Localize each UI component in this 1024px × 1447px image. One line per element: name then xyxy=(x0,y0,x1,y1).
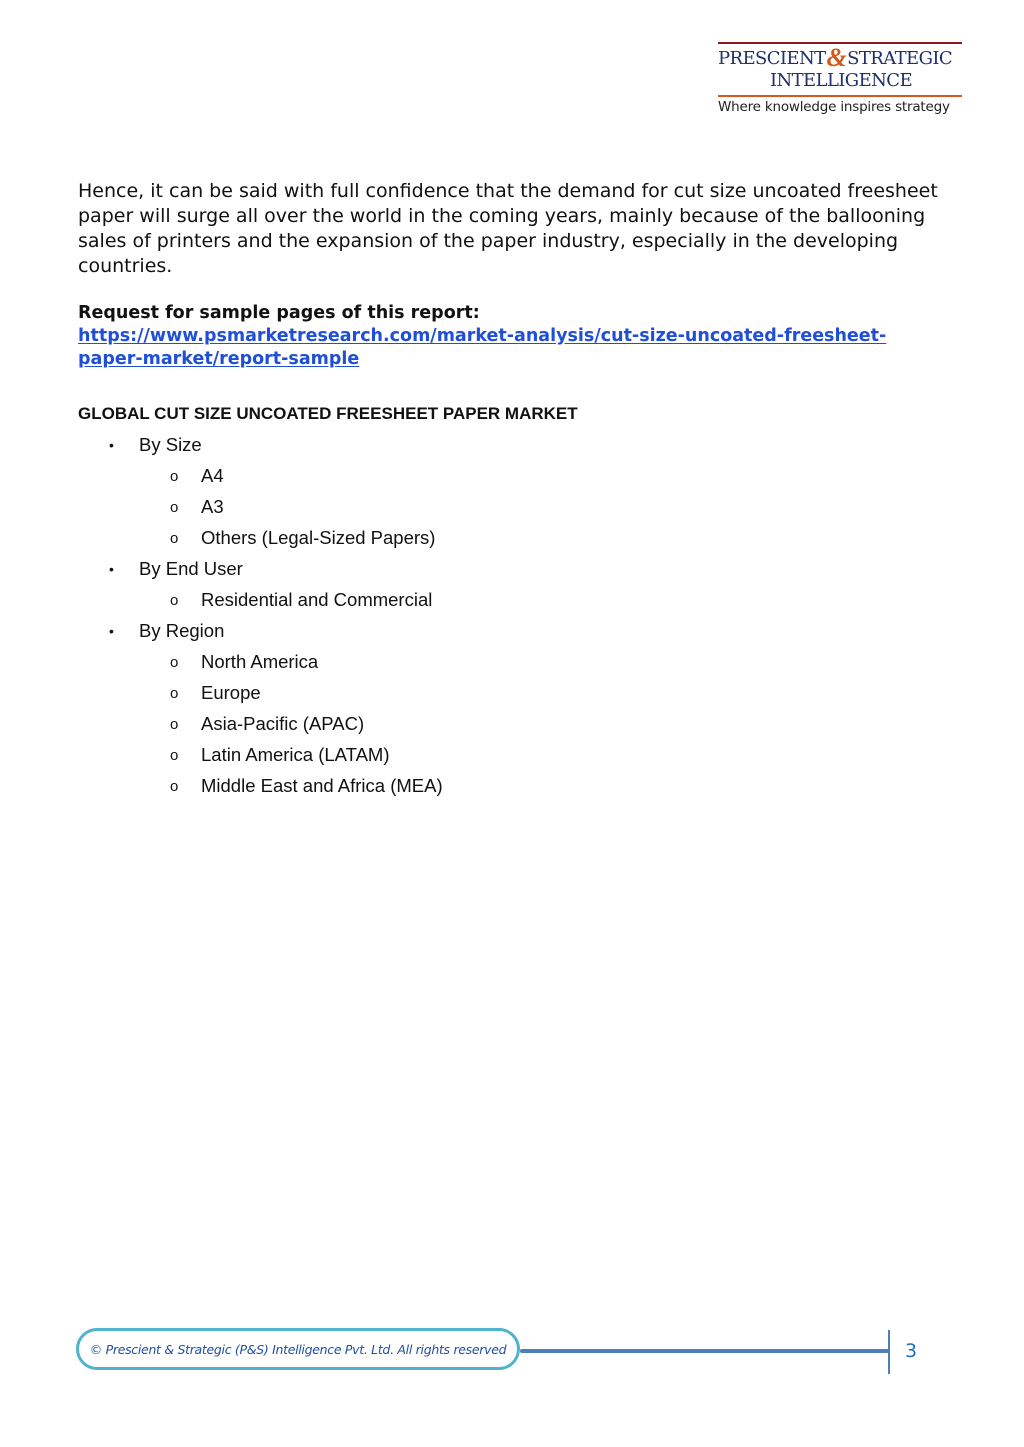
footer-rule xyxy=(520,1349,889,1353)
segment-item-label: North America xyxy=(201,651,319,672)
sub-bullet-icon: o xyxy=(170,716,179,733)
intro-paragraph: Hence, it can be said with full confidence that the demand for cut size uncoated freesheet paper will surge all over the world in the coming years, mainly because of the ballooning sales of printers and the expansion of the paper industry, especially in the developing countries. xyxy=(78,180,938,277)
segment-item-row xyxy=(78,711,778,742)
segment-item-row xyxy=(78,773,778,804)
logo-word-strategic: STRATEGIC xyxy=(847,48,953,69)
logo-ampersand: & xyxy=(826,43,847,72)
logo-wordmark-line1 xyxy=(718,43,964,72)
segment-item-label: A4 xyxy=(201,465,224,486)
segment-item-label: Asia-Pacific (APAC) xyxy=(201,713,365,734)
logo-word-intelligence: INTELLIGENCE xyxy=(769,70,912,91)
sub-bullet-icon: o xyxy=(170,592,179,609)
segment-group-label: By End User xyxy=(139,558,243,579)
segment-item-row xyxy=(78,463,778,494)
sample-request-link[interactable]: https://www.psmarketresearch.com/market-analysis/cut-size-uncoated-freesheet-paper-market/report-sample xyxy=(78,326,887,369)
footer-copyright: © Prescient & Strategic (P&S) Intelligence Pvt. Ltd. All rights reserved xyxy=(89,1341,507,1357)
sub-bullet-icon: o xyxy=(170,530,179,547)
segment-group-label: By Region xyxy=(139,620,225,641)
segment-item-label: Europe xyxy=(201,682,261,703)
segment-item-row xyxy=(78,587,778,618)
sample-request-label: Request for sample pages of this report: xyxy=(78,303,480,323)
sub-bullet-icon: o xyxy=(170,685,179,702)
logo-tagline: Where knowledge inspires strategy xyxy=(718,99,950,115)
segment-group-row xyxy=(78,432,778,463)
company-logo xyxy=(716,40,966,120)
sub-bullet-icon: o xyxy=(170,468,179,485)
segment-item-row xyxy=(78,525,778,556)
page-number: 3 xyxy=(905,1340,918,1362)
footer-copyright-pill xyxy=(76,1328,520,1370)
sub-bullet-icon: o xyxy=(170,747,179,764)
sub-bullet-icon: o xyxy=(170,499,179,516)
segment-item-row xyxy=(78,680,778,711)
sub-bullet-icon: o xyxy=(170,654,179,671)
bullet-icon: • xyxy=(109,623,114,639)
segment-group-row xyxy=(78,556,778,587)
segment-item-row xyxy=(78,649,778,680)
segment-item-row xyxy=(78,494,778,525)
segment-group-label: By Size xyxy=(139,434,202,455)
segment-item-label: Others (Legal-Sized Papers) xyxy=(201,527,436,548)
segment-item-label: A3 xyxy=(201,496,224,517)
segment-item-label: Middle East and Africa (MEA) xyxy=(201,775,443,796)
segmentation-heading: GLOBAL CUT SIZE UNCOATED FREESHEET PAPER MARKET xyxy=(78,404,578,423)
segment-item-label: Latin America (LATAM) xyxy=(201,744,390,765)
logo-word-prescient: PRESCIENT xyxy=(718,48,826,69)
bullet-icon: • xyxy=(109,437,114,453)
segment-item-row xyxy=(78,742,778,773)
footer-divider xyxy=(888,1330,890,1374)
sub-bullet-icon: o xyxy=(170,778,179,795)
bullet-icon: • xyxy=(109,561,114,577)
logo-bottom-rule xyxy=(718,95,962,97)
segment-item-label: Residential and Commercial xyxy=(201,589,433,610)
segment-group-row xyxy=(78,618,778,649)
segmentation-list xyxy=(78,432,778,804)
